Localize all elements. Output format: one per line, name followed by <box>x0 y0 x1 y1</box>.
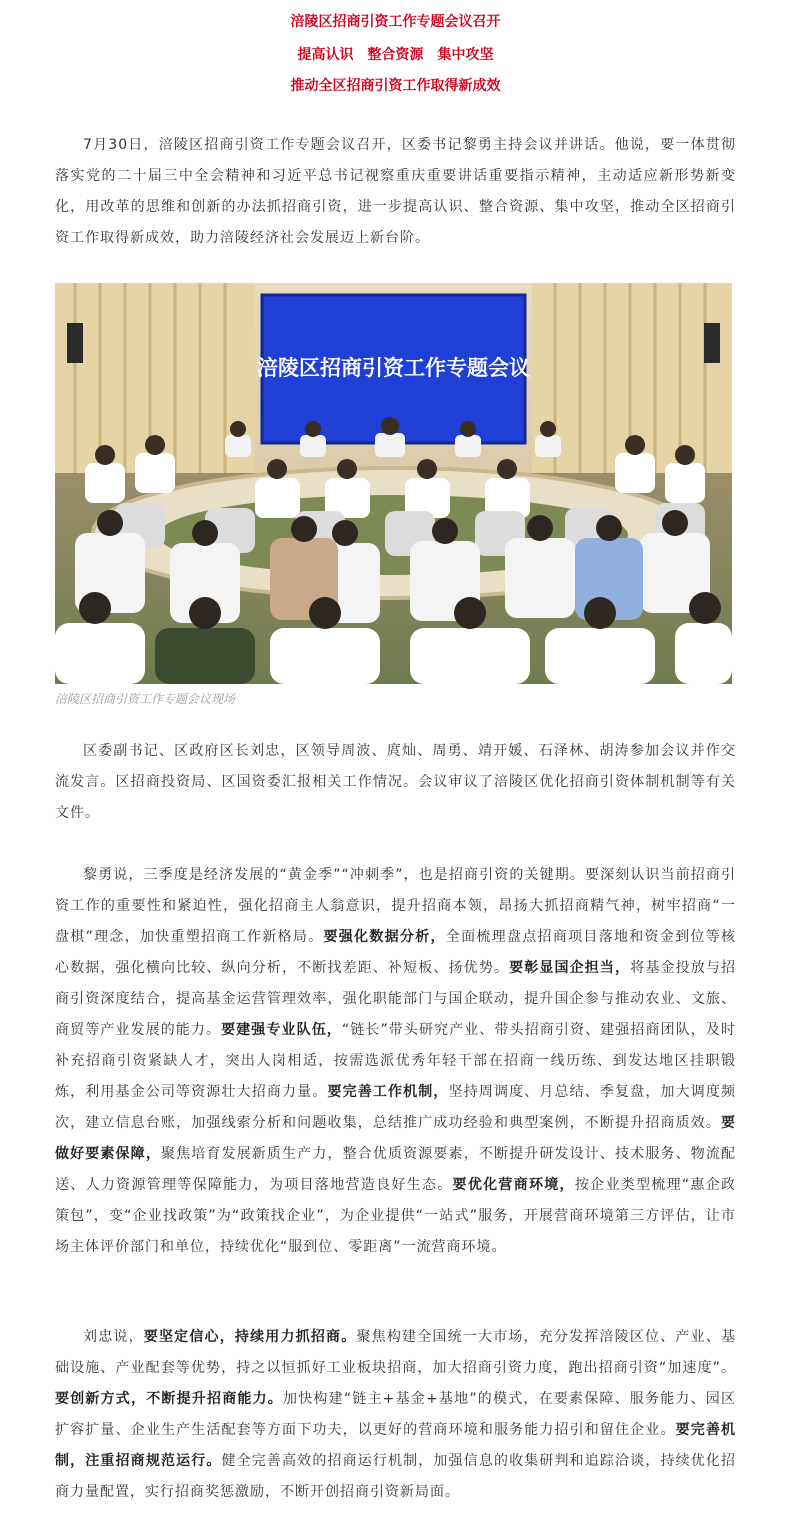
paragraph-speech-liyong <box>55 860 736 1263</box>
text-run: 刘忠说， <box>83 1329 144 1345</box>
paragraph-intro: 7月30日，涪陵区招商引资工作专题会议召开，区委书记黎勇主持会议并讲话。他说，要一体贯彻落实党的二十届三中全会精神和习近平总书记视察重庆重要讲话重要指示精神，主动适应新形势新变化，用改革的思维和创新的办法抓招商引资，进一步提高认识、整合资源、集中攻坚，推动全区招商引资工作取得新成效，助力涪陵经济社会发展迈上新台阶。 <box>55 137 736 246</box>
headline-line-1: 涪陵区招商引资工作专题会议召开 <box>290 14 501 30</box>
paragraph-attendees: 区委副书记、区政府区长刘忠，区领导周波、庹灿、周勇、靖开媛、石泽林、胡涛参加会议并作交流发言。区招商投资局、区国资委汇报相关工作情况。会议审议了涪陵区优化招商引资体制机制等有关文件。 <box>55 743 736 821</box>
emphasis: 要完善工作机制， <box>327 1084 449 1100</box>
text-run: 全面梳理盘点招商项目落地和资金到位等核心数据，强化横向比较、纵向分析，不断找差距、补短板、扬优势。 <box>55 929 737 976</box>
emphasis: 要完善机制，注重招商规范运行。 <box>55 1422 737 1469</box>
headline-line-3: 推动全区招商引资工作取得新成效 <box>290 78 501 94</box>
text-run: 坚持周调度、月总结、季复盘，加大调度频次，建立信息台账，加强线索分析和问题收集，总结推广成功经验和典型案例，不断提升招商质效。 <box>55 1084 737 1131</box>
emphasis: 要坚定信心，持续用力抓招商。 <box>143 1329 357 1345</box>
emphasis: 要创新方式，不断提升招商能力。 <box>55 1391 284 1407</box>
meeting-photo <box>55 283 732 684</box>
photo-caption: 涪陵区招商引资工作专题会议现场 <box>55 692 236 706</box>
emphasis: 要做好要素保障， <box>55 1115 736 1162</box>
headline-line-2: 提高认识 整合资源 集中攻坚 <box>297 47 494 63</box>
paragraph-speech-liuzhong <box>55 1322 736 1508</box>
emphasis: 要强化数据分析， <box>323 929 446 945</box>
emphasis: 要优化营商环境， <box>452 1177 575 1193</box>
text-run: 健全完善高效的招商运行机制，加强信息的收集研判和追踪洽谈，持续优化招商力量配置，实行招商奖惩激励，不断开创招商引资新局面。 <box>55 1453 736 1500</box>
text-run: “链长”带头研究产业、带头招商引资、建强招商团队，及时补充招商引资紧缺人才，突出人岗相适，按需选派优秀年轻干部在招商一线历练、到发达地区挂职锻炼，利用基金公司等资源壮大招商力量。 <box>55 1022 737 1100</box>
text-run: 聚焦构建全国统一大市场，充分发挥涪陵区位、产业、基础设施、产业配套等优势，持之以恒抓好工业板块招商，加大招商引资力度，跑出招商引资“加速度”。 <box>55 1329 737 1376</box>
emphasis: 要建强专业队伍， <box>221 1022 342 1038</box>
emphasis: 要彰显国企担当， <box>509 960 631 976</box>
text-run: 聚焦培育发展新质生产力，整合优质资源要素，不断提升研发设计、技术服务、物流配送、人力资源管理等保障能力，为项目落地营造良好生态。 <box>55 1146 737 1193</box>
text-run: 黎勇说，三季度是经济发展的“黄金季”“冲刺季”，也是招商引资的关键期。要深刻认识当前招商引资工作的重要性和紧迫性，强化招商主人翁意识，提升招商本领，昂扬大抓招商精气神，树牢招商“一盘棋”理念，加快重塑招商工作新格局。 <box>55 867 736 945</box>
text-run: 按企业类型梳理“惠企政策包”，变“企业找政策”为“政策找企业”，为企业提供“一站式”服务，开展营商环境第三方评估，让市场主体评价部门和单位，持续优化“服到位、零距离”一流营商环境。 <box>55 1177 737 1255</box>
text-run: 将基金投放与招商引资深度结合，提高基金运营管理效率，强化职能部门与国企联动，提升国企参与推动农业、文旅、商贸等产业发展的能力。 <box>55 960 737 1038</box>
text-run: 加快构建“链主+基金+基地”的模式，在要素保障、服务能力、园区扩容扩量、企业生产生活配套等方面下功夫，以更好的营商环境和服务能力招引和留住企业。 <box>55 1391 737 1438</box>
screen-title: 涪陵区招商引资工作专题会议 <box>257 355 530 380</box>
